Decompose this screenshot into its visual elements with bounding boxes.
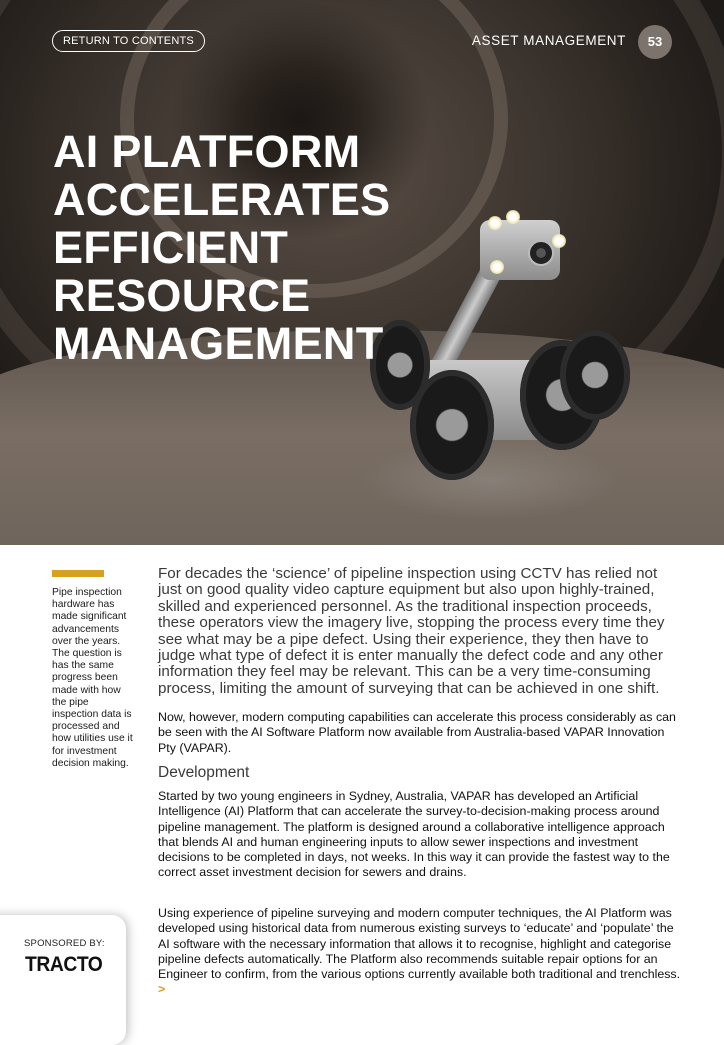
- headline-line: AI PLATFORM: [53, 126, 361, 177]
- camera-lamp: [490, 260, 504, 274]
- section-subheading: Development: [158, 764, 250, 781]
- headline-line: RESOURCE: [53, 270, 311, 321]
- camera-lamp: [506, 210, 520, 224]
- robot-wheel: [560, 330, 630, 420]
- sponsor-card[interactable]: [0, 915, 126, 1045]
- headline-line: ACCELERATES: [53, 174, 391, 225]
- sponsor-label: SPONSORED BY:: [24, 938, 105, 949]
- camera-lamp: [488, 216, 502, 230]
- camera-lens: [528, 240, 554, 266]
- section-title: ASSET MANAGEMENT: [471, 33, 626, 48]
- body-paragraph: [158, 906, 682, 998]
- pullquote: Pipe inspection hardware has made significant advancements over the years. The question is has the same progress been made with how the pipe inspection data is processed and how utilities use it for investment decision making.: [52, 587, 133, 769]
- article-headline: [53, 128, 473, 368]
- body-paragraph: Started by two young engineers in Sydney, Australia, VAPAR has developed an Artificial Intelligence (AI) Platform that can accelerate the survey-to-decision-making process around pipeline management. The platform is designed around a collaborative intelligence approach that blends AI and human engineering inputs to allow sewer inspections and investment decisions to be completed in days, not weeks. In this way it can provide the fastest way to the correct asset investment decision for sewers and drains.: [158, 789, 670, 880]
- continue-arrow[interactable]: >: [158, 982, 166, 997]
- pullquote-accent-bar: [52, 570, 104, 577]
- return-to-contents-button[interactable]: RETURN TO CONTENTS: [52, 30, 205, 52]
- robot-wheel: [410, 370, 494, 480]
- headline-line: MANAGEMENT: [53, 318, 384, 369]
- lead-paragraph: For decades the ‘science’ of pipeline inspection using CCTV has relied not just on good quality video capture equipment but also upon highly-trained, skilled and experienced personnel. As the traditional inspection proceeds, these operators view the imagery live, stopping the process every time they see what may be a pipe defect. Using their experience, they then have to judge what type of defect it is enter manually the defect code and any other information they feel may be relevant. This can be a very time-consuming process, limiting the amount of surveying that can be achieved in one shift.: [158, 565, 665, 697]
- page-number-badge: 53: [638, 25, 672, 59]
- camera-lamp: [552, 234, 566, 248]
- body-paragraph: Now, however, modern computing capabilities can accelerate this process considerably as can be seen with the AI Software Platform now available from Australia-based VAPAR Innovation Pty (VAPAR).: [158, 710, 676, 755]
- headline-line: EFFICIENT: [53, 222, 289, 273]
- sponsor-logo[interactable]: TRACTO: [25, 953, 103, 976]
- body-paragraph-text: Using experience of pipeline surveying and modern computer techniques, the AI Platform was developed using historical data from numerous existing surveys to ‘educate’ and ‘populate’ the AI software with the necessary information that allows it to recognise, highlight and categorise pipeline defects automatically. The Platform also recommends suitable repair options for an Engineer to confirm, from the various options currently available both traditional and trenchless.: [158, 906, 681, 982]
